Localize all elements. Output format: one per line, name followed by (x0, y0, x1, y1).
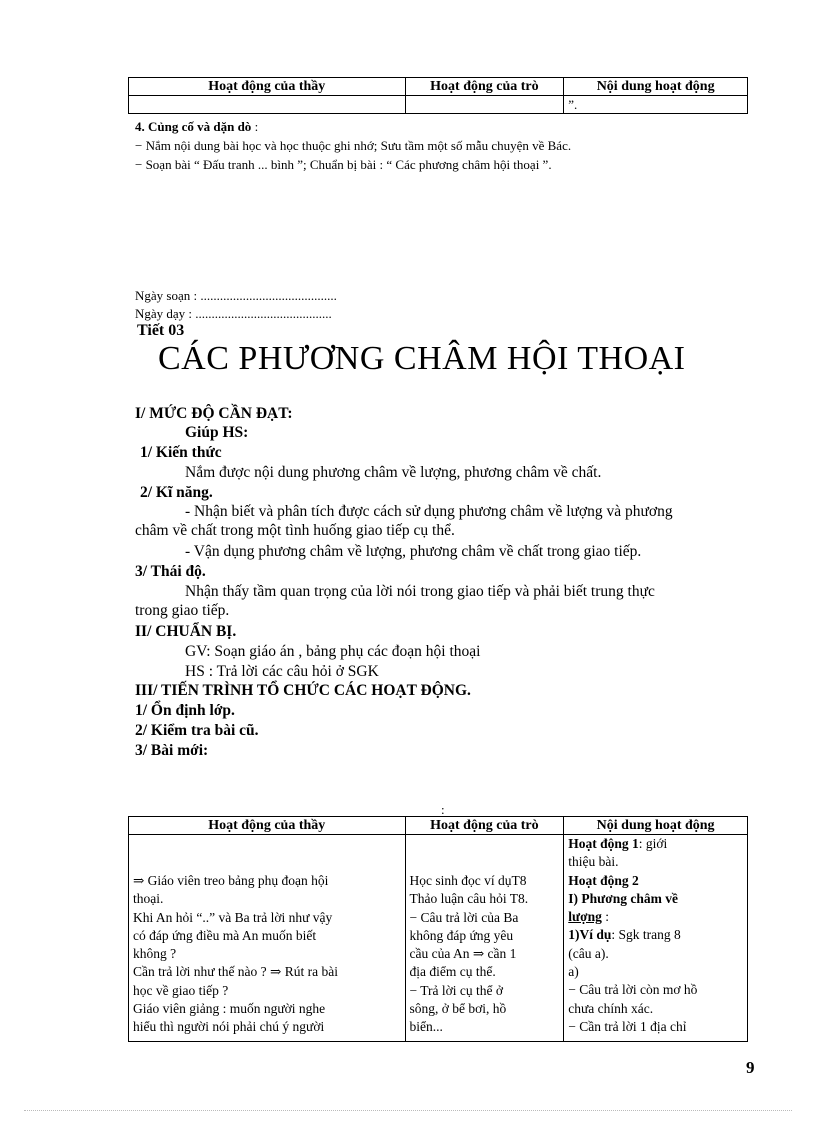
cell-content: ”. (564, 96, 748, 114)
section-colon: : (601, 909, 609, 925)
teacher-line: có đáp ứng điều mà An muốn biết (133, 927, 317, 943)
preparation-heading: II/ CHUẨN BỊ. (135, 623, 237, 640)
page-bottom-divider (24, 1110, 792, 1111)
teacher-line: học về giao tiếp ? (133, 982, 229, 998)
table-row (129, 835, 748, 1042)
teacher-line: thoại. (133, 891, 164, 907)
header-student: Hoạt động của trò (405, 78, 564, 96)
activity-1-line2: thiệu bài. (568, 854, 619, 870)
colon-mark: : (441, 802, 445, 817)
page-number: 9 (746, 1058, 755, 1077)
teacher-line: Giáo viên giảng : muốn người nghe (133, 1001, 326, 1017)
note-3: − Cần trả lời 1 địa chỉ (568, 1018, 687, 1034)
teacher-line: hiểu thì người nói phải chú ý người (133, 1019, 325, 1035)
consolidation-heading (135, 118, 258, 135)
help-students: Giúp HS: (185, 424, 249, 441)
preparation-gv: GV: Soạn giáo án , bảng phụ các đoạn hội thoại (185, 643, 481, 660)
note-2: chưa chính xác. (568, 1000, 654, 1016)
attitude-text-2: trong giao tiếp. (135, 602, 230, 619)
student-line: không đáp ứng yêu (409, 927, 514, 943)
table-row (129, 96, 748, 114)
main-activity-table (128, 816, 748, 1042)
process-heading: III/ TIẾN TRÌNH TỔ CHỨC CÁC HOẠT ĐỘNG. (135, 682, 471, 699)
teacher-line: không ? (133, 946, 177, 962)
header-content: Nội dung hoạt động (564, 78, 748, 96)
example-label: 1)Ví dụ (568, 927, 612, 943)
header-content: Nội dung hoạt động (564, 817, 748, 835)
consolidation-line-1: − Nắm nội dung bài học và học thuộc ghi nhớ; Sưu tầm một số mẫu chuyện về Bác. (135, 138, 572, 153)
student-line: Thảo luận câu hỏi T8. (409, 891, 529, 907)
header-student: Hoạt động của trò (405, 817, 564, 835)
example (568, 926, 743, 944)
example-rest: : Sgk trang 8 (611, 927, 681, 943)
top-activity-table (128, 77, 748, 114)
knowledge-heading: 1/ Kiến thức (140, 444, 222, 461)
consolidation-title: 4. Củng cố và dặn dò (135, 119, 252, 134)
student-activity-cell (405, 835, 564, 1042)
skills-text-1b: châm về chất trong một tình huống giao tiếp cụ thể. (135, 522, 455, 539)
student-line: Học sinh đọc ví dụT8 (409, 873, 527, 888)
process-step-3: 3/ Bài mới: (135, 742, 209, 759)
section-label: I) Phương châm về (568, 890, 678, 906)
student-line: sông, ở bể bơi, hồ (409, 1001, 507, 1017)
attitude-heading: 3/ Thái độ. (135, 563, 206, 580)
consolidation-line-2: − Soạn bài “ Đấu tranh ... bình ”; Chuẩn bị bài : “ Các phương châm hội thoại ”. (135, 157, 552, 172)
knowledge-text: Nắm được nội dung phương châm về lượng, phương châm về chất. (185, 464, 602, 481)
preparation-hs: HS : Trả lời các câu hỏi ở SGK (185, 663, 379, 680)
section-label-2: lượng (568, 909, 602, 925)
activity-1-rest: : giới (638, 836, 668, 851)
activity-2-label: Hoạt động 2 (568, 872, 639, 888)
skills-text-2: - Vận dụng phương châm về lượng, phương châm về chất trong giao tiếp. (185, 543, 642, 560)
teacher-line: ⇒ Giáo viên treo bảng phụ đoạn hội (133, 873, 329, 888)
teacher-line: Khi An hỏi “..” và Ba trả lời như vậy (133, 909, 333, 925)
example-line2: (câu a). (568, 945, 609, 961)
skills-text-1a: - Nhận biết và phân tích được cách sử dụng phương châm về lượng và phương (185, 503, 673, 520)
cell-teacher (129, 96, 406, 114)
skills-heading: 2/ Kĩ năng. (140, 484, 213, 501)
process-step-1: 1/ Ổn định lớp. (135, 702, 235, 719)
teacher-activity-cell (129, 835, 406, 1042)
student-line: cầu của An ⇒ cần 1 (409, 946, 517, 962)
table-header-row (129, 817, 748, 835)
activity-1-label: Hoạt động 1 (568, 836, 639, 851)
teach-date: Ngày dạy : .......................................... (135, 306, 332, 321)
student-line: biển... (409, 1019, 443, 1035)
lesson-number: Tiết 03 (137, 322, 185, 339)
header-teacher: Hoạt động của thầy (129, 817, 406, 835)
table-header-row (129, 78, 748, 96)
cell-student (405, 96, 564, 114)
item-a: a) (568, 964, 579, 980)
content-activity-cell (564, 835, 748, 1042)
process-step-2: 2/ Kiểm tra bài cũ. (135, 722, 259, 739)
student-line: − Trả lời cụ thể ở (409, 982, 504, 998)
lesson-title: CÁC PHƯƠNG CHÂM HỘI THOẠI (158, 340, 686, 377)
header-teacher: Hoạt động của thầy (129, 78, 406, 96)
activity-1 (568, 835, 743, 853)
consolidation-colon: : (251, 119, 259, 134)
student-line: − Câu trả lời của Ba (409, 909, 519, 925)
teacher-line: Cần trả lời như thế nào ? ⇒ Rút ra bài (133, 964, 338, 980)
section-label-line2 (568, 908, 743, 926)
prep-date: Ngày soạn : .......................................... (135, 288, 337, 303)
note-1: − Câu trả lời còn mơ hồ (568, 982, 698, 998)
attitude-text-1: Nhận thấy tầm quan trọng của lời nói trong giao tiếp và phải biết trung thực (185, 583, 655, 600)
objectives-heading: I/ MỨC ĐỘ CẦN ĐẠT: (135, 405, 293, 422)
student-line: địa điểm cụ thể. (409, 964, 496, 980)
